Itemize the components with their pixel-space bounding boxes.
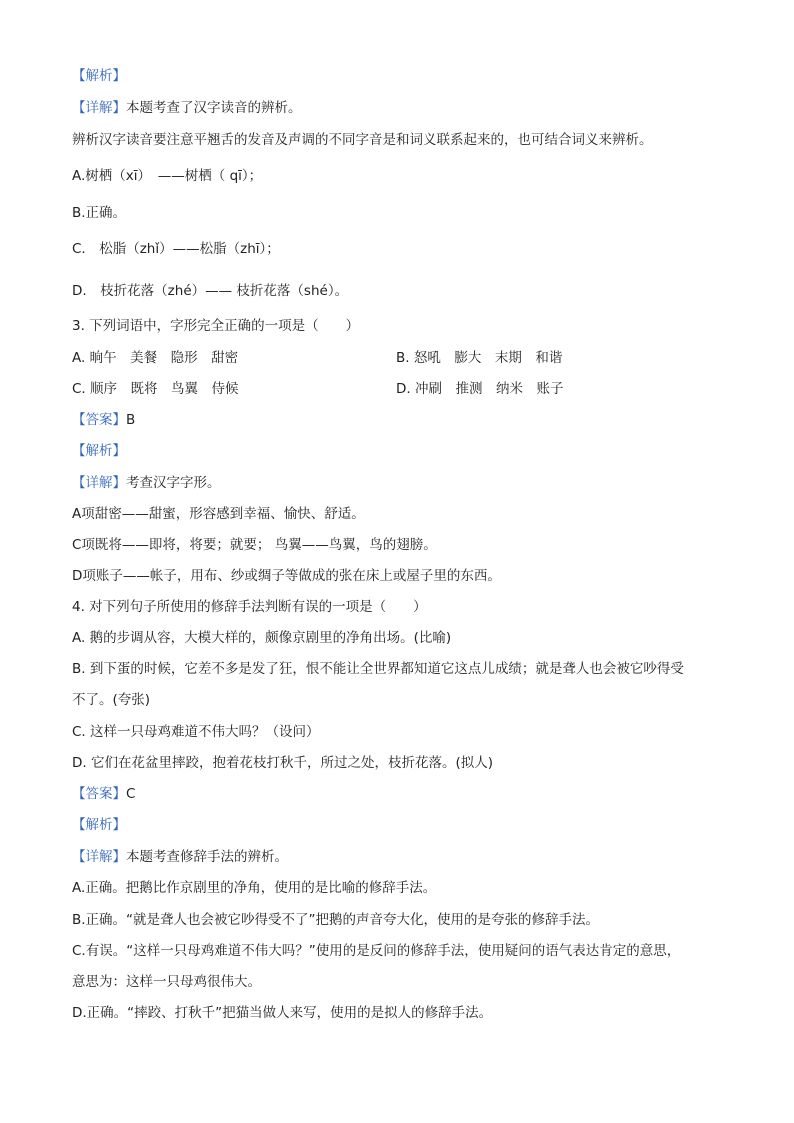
q4-option-d: D. 它们在花盆里摔跤，抱着花枝打秋千，所过之处，枝折花落。(拟人) [72,755,494,771]
q4-option-a: A. 鹅的步调从容，大模大样的，颇像京剧里的净角出场。(比喻) [72,630,452,646]
q2-option-d-analysis: D. 枝折花落（zhé）—— 枝折花落（shé）。 [72,283,349,299]
q3-detail-text: 考查汉字字形。 [126,475,221,491]
q2-option-b-analysis: B.正确。 [72,205,127,221]
q3-analysis-label: 【解析】 [72,443,126,459]
q4-analysis-line-4: D.正确。“摔跤、打秋千”把猫当做人来写，使用的是拟人的修辞手法。 [72,1005,493,1021]
q3-detail-label: 【详解】 [72,475,126,491]
q3-stem: 3. 下列词语中，字形完全正确的一项是（ ） [72,318,360,334]
q4-analysis-line-1: A.正确。把鹅比作京剧里的净角，使用的是比喻的修辞手法。 [72,880,437,896]
q2-option-c-analysis: C. 松脂（zhǐ）——松脂（zhī）； [72,241,280,257]
q4-analysis-line-2: B.正确。“就是聋人也会被它吵得受不了”把鹅的声音夸大化，使用的是夸张的修辞手法。 [72,912,600,928]
q3-option-d: D. 冲刷 推测 纳米 账子 [396,381,564,397]
q4-answer-value: C [126,786,136,802]
q4-analysis-line-3a: C.有误。“这样一只母鸡难道不伟大吗？”使用的是反问的修辞手法，使用疑问的语气表达肯定的意思， [72,943,681,959]
q3-option-c: C. 顺序 既将 鸟翼 侍候 [72,381,239,397]
q3-answer-label: 【答案】 [72,412,126,428]
q4-detail-text: 本题考查修辞手法的辨析。 [126,849,288,865]
q4-detail-label: 【详解】 [72,849,126,865]
q3-option-b: B. 怒吼 膨大 末期 和谐 [396,350,563,366]
q4-answer-label: 【答案】 [72,786,126,802]
q4-option-b-line-1: B. 到下蛋的时候，它差不多是发了狂，恨不能让全世界都知道它这点儿成绩；就是聋人也会被它吵得受 [72,661,684,677]
q4-answer [72,784,135,804]
q2-analysis-label: 【解析】 [72,68,126,84]
q3-answer-value: B [126,412,136,428]
q3-analysis-line-3: D项账子——帐子，用布、纱或绸子等做成的张在床上或屋子里的东西。 [72,568,501,584]
q2-option-a-analysis: A.树栖（xī） ——树栖（ qī）； [72,168,263,184]
q3-option-a: A. 晌午 美餐 隐形 甜密 [72,350,239,366]
q3-analysis-line-2: C项既将——即将，将要；就要； 鸟翼——鸟翼，鸟的翅膀。 [72,537,437,553]
q3-detail [72,473,221,493]
q4-analysis-line-3b: 意思为：这样一只母鸡很伟大。 [72,974,261,990]
q4-option-c: C. 这样一只母鸡难道不伟大吗？（设问） [72,724,320,740]
q4-stem: 4. 对下列句子所使用的修辞手法判断有误的一项是（ ） [72,599,427,615]
q2-detail-text: 本题考查了汉字读音的辨析。 [126,100,302,116]
q3-answer [72,410,135,430]
q2-detail-label: 【详解】 [72,100,126,116]
q3-analysis-line-1: A项甜密——甜蜜，形容感到幸福、愉快、舒适。 [72,506,365,522]
q4-detail [72,847,288,867]
q4-option-b-line-2: 不了。(夸张) [72,692,151,708]
q2-detail [72,98,302,118]
q2-explanation: 辨析汉字读音要注意平翘舌的发音及声调的不同字音是和词义联系起来的，也可结合词义来辨析。 [72,132,653,148]
q4-analysis-label: 【解析】 [72,817,126,833]
